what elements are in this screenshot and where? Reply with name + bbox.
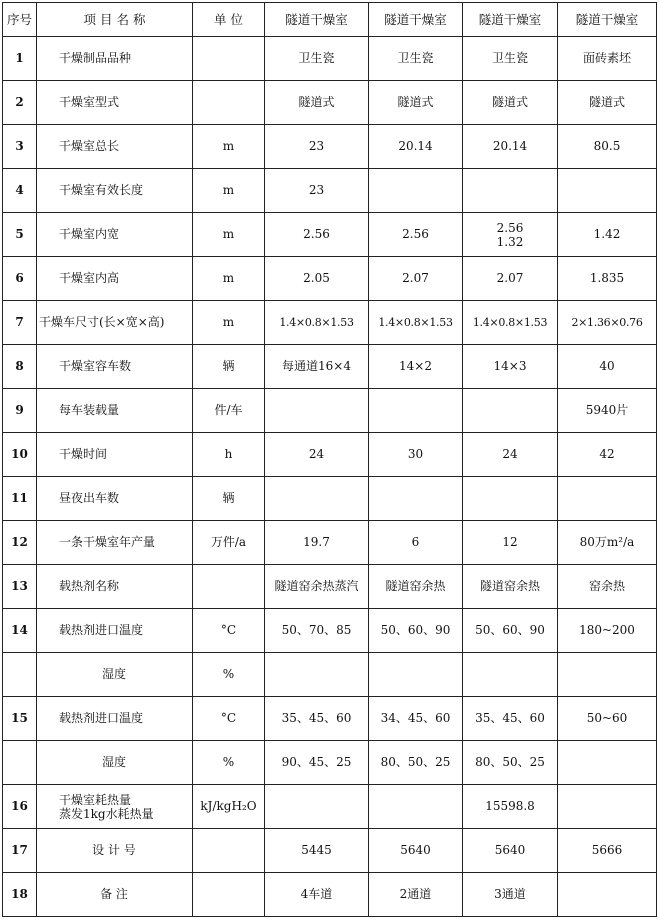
row-c4: 80.5	[558, 125, 657, 169]
row-c4: 5940片	[558, 389, 657, 433]
row-c3: 12	[463, 521, 558, 565]
table-row	[3, 257, 657, 301]
row-c4	[558, 741, 657, 785]
row-item: 干燥室耗热量 蒸发1kg水耗热量	[37, 785, 193, 829]
table-row	[3, 345, 657, 389]
row-item: 干燥室有效长度	[37, 169, 193, 213]
header-no: 序号	[3, 3, 37, 37]
row-c3	[463, 653, 558, 697]
row-c3: 5640	[463, 829, 558, 873]
row-c1: 4车道	[265, 873, 369, 917]
row-c2: 20.14	[369, 125, 463, 169]
row-no: 14	[3, 609, 37, 653]
row-c2	[369, 389, 463, 433]
row-c3: 卫生瓷	[463, 37, 558, 81]
row-item: 干燥室型式	[37, 81, 193, 125]
header-unit: 单 位	[193, 3, 265, 37]
row-item: 干燥车尺寸(长×宽×高)	[37, 301, 193, 345]
table-row	[3, 653, 657, 697]
row-item: 干燥室内高	[37, 257, 193, 301]
row-c2: 2.56	[369, 213, 463, 257]
table-row	[3, 873, 657, 917]
row-c1	[265, 477, 369, 521]
row-no: 17	[3, 829, 37, 873]
row-item: 干燥制品品种	[37, 37, 193, 81]
row-item: 载热剂名称	[37, 565, 193, 609]
row-c4: 5666	[558, 829, 657, 873]
row-item: 湿度	[37, 741, 193, 785]
row-c2: 隧道式	[369, 81, 463, 125]
table-row	[3, 477, 657, 521]
header-col-1: 隧道干燥室	[265, 3, 369, 37]
row-c1: 19.7	[265, 521, 369, 565]
row-c1: 5445	[265, 829, 369, 873]
table-row	[3, 697, 657, 741]
row-c4: 80万m²/a	[558, 521, 657, 565]
row-no: 4	[3, 169, 37, 213]
row-no: 2	[3, 81, 37, 125]
table-row	[3, 169, 657, 213]
row-item: 干燥室总长	[37, 125, 193, 169]
row-item: 干燥室内宽	[37, 213, 193, 257]
row-c1: 24	[265, 433, 369, 477]
row-c4: 1.835	[558, 257, 657, 301]
row-c1: 隧道窑余热蒸汽	[265, 565, 369, 609]
dryer-spec-table	[2, 2, 657, 917]
row-c2	[369, 785, 463, 829]
row-unit: m	[193, 213, 265, 257]
row-unit	[193, 81, 265, 125]
row-no	[3, 741, 37, 785]
table-row	[3, 301, 657, 345]
row-c4	[558, 653, 657, 697]
table-row	[3, 785, 657, 829]
row-c4: 180~200	[558, 609, 657, 653]
table-row	[3, 521, 657, 565]
row-c1: 23	[265, 169, 369, 213]
row-c1: 2.05	[265, 257, 369, 301]
header-item: 项 目 名 称	[37, 3, 193, 37]
row-c1: 35、45、60	[265, 697, 369, 741]
row-c3: 隧道式	[463, 81, 558, 125]
row-item: 昼夜出车数	[37, 477, 193, 521]
row-c2: 50、60、90	[369, 609, 463, 653]
row-no: 15	[3, 697, 37, 741]
row-unit	[193, 37, 265, 81]
row-c1: 1.4×0.8×1.53	[265, 301, 369, 345]
row-no: 3	[3, 125, 37, 169]
row-unit: %	[193, 741, 265, 785]
row-item: 备 注	[37, 873, 193, 917]
row-no: 9	[3, 389, 37, 433]
row-c3: 80、50、25	[463, 741, 558, 785]
row-unit	[193, 829, 265, 873]
row-no	[3, 653, 37, 697]
table-row	[3, 829, 657, 873]
header-col-2: 隧道干燥室	[369, 3, 463, 37]
row-c1: 2.56	[265, 213, 369, 257]
row-item: 设 计 号	[37, 829, 193, 873]
row-unit: 件/车	[193, 389, 265, 433]
row-no: 1	[3, 37, 37, 81]
row-c3: 隧道窑余热	[463, 565, 558, 609]
row-unit: 辆	[193, 345, 265, 389]
row-c3: 50、60、90	[463, 609, 558, 653]
row-c2: 隧道窑余热	[369, 565, 463, 609]
row-item: 载热剂进口温度	[37, 609, 193, 653]
header-col-4: 隧道干燥室	[558, 3, 657, 37]
row-c2	[369, 653, 463, 697]
row-c4	[558, 477, 657, 521]
row-c3	[463, 477, 558, 521]
row-no: 16	[3, 785, 37, 829]
row-c3	[463, 389, 558, 433]
row-c2: 5640	[369, 829, 463, 873]
row-c1: 每通道16×4	[265, 345, 369, 389]
table-row	[3, 609, 657, 653]
table-row	[3, 37, 657, 81]
row-unit: °C	[193, 697, 265, 741]
row-no: 12	[3, 521, 37, 565]
row-c2: 卫生瓷	[369, 37, 463, 81]
row-c1: 90、45、25	[265, 741, 369, 785]
row-unit	[193, 873, 265, 917]
row-unit: h	[193, 433, 265, 477]
row-c2: 6	[369, 521, 463, 565]
row-c1	[265, 653, 369, 697]
row-c2	[369, 477, 463, 521]
row-no: 8	[3, 345, 37, 389]
row-item: 湿度	[37, 653, 193, 697]
row-c1: 23	[265, 125, 369, 169]
row-c4: 2×1.36×0.76	[558, 301, 657, 345]
row-c2: 2通道	[369, 873, 463, 917]
row-unit: %	[193, 653, 265, 697]
row-unit: °C	[193, 609, 265, 653]
row-c2: 1.4×0.8×1.53	[369, 301, 463, 345]
row-no: 10	[3, 433, 37, 477]
row-c4: 1.42	[558, 213, 657, 257]
row-item: 干燥室容车数	[37, 345, 193, 389]
row-c2: 34、45、60	[369, 697, 463, 741]
row-c4: 隧道式	[558, 81, 657, 125]
row-no: 6	[3, 257, 37, 301]
row-no: 5	[3, 213, 37, 257]
table-row	[3, 213, 657, 257]
row-c3: 14×3	[463, 345, 558, 389]
row-no: 18	[3, 873, 37, 917]
row-c2: 30	[369, 433, 463, 477]
table-row	[3, 433, 657, 477]
row-c1: 隧道式	[265, 81, 369, 125]
row-c1: 卫生瓷	[265, 37, 369, 81]
row-c4: 面砖素坯	[558, 37, 657, 81]
row-c1	[265, 785, 369, 829]
row-c3: 3通道	[463, 873, 558, 917]
row-c3: 2.07	[463, 257, 558, 301]
row-unit: m	[193, 125, 265, 169]
row-c4: 50~60	[558, 697, 657, 741]
row-item: 干燥时间	[37, 433, 193, 477]
row-unit	[193, 565, 265, 609]
row-c2: 14×2	[369, 345, 463, 389]
row-c3: 2.56 1.32	[463, 213, 558, 257]
row-c4	[558, 873, 657, 917]
row-c2	[369, 169, 463, 213]
row-c4: 40	[558, 345, 657, 389]
row-unit: 辆	[193, 477, 265, 521]
row-c4	[558, 169, 657, 213]
row-unit: 万件/a	[193, 521, 265, 565]
row-c1: 50、70、85	[265, 609, 369, 653]
table-row	[3, 741, 657, 785]
row-item: 载热剂进口温度	[37, 697, 193, 741]
row-c3: 24	[463, 433, 558, 477]
row-unit: m	[193, 257, 265, 301]
table-row	[3, 125, 657, 169]
row-c3: 1.4×0.8×1.53	[463, 301, 558, 345]
row-c2: 80、50、25	[369, 741, 463, 785]
row-c4: 42	[558, 433, 657, 477]
row-c3: 20.14	[463, 125, 558, 169]
row-c3	[463, 169, 558, 213]
table-row	[3, 389, 657, 433]
row-item: 每车装载量	[37, 389, 193, 433]
table-header-row	[3, 3, 657, 37]
table-row	[3, 81, 657, 125]
row-unit: m	[193, 169, 265, 213]
row-c4: 窑余热	[558, 565, 657, 609]
row-c1	[265, 389, 369, 433]
row-unit: kJ/kgH₂O	[193, 785, 265, 829]
row-c4	[558, 785, 657, 829]
row-c2: 2.07	[369, 257, 463, 301]
row-unit: m	[193, 301, 265, 345]
row-item: 一条干燥室年产量	[37, 521, 193, 565]
table-row	[3, 565, 657, 609]
row-c3: 15598.8	[463, 785, 558, 829]
row-no: 13	[3, 565, 37, 609]
row-no: 11	[3, 477, 37, 521]
row-c3: 35、45、60	[463, 697, 558, 741]
row-no: 7	[3, 301, 37, 345]
header-col-3: 隧道干燥室	[463, 3, 558, 37]
